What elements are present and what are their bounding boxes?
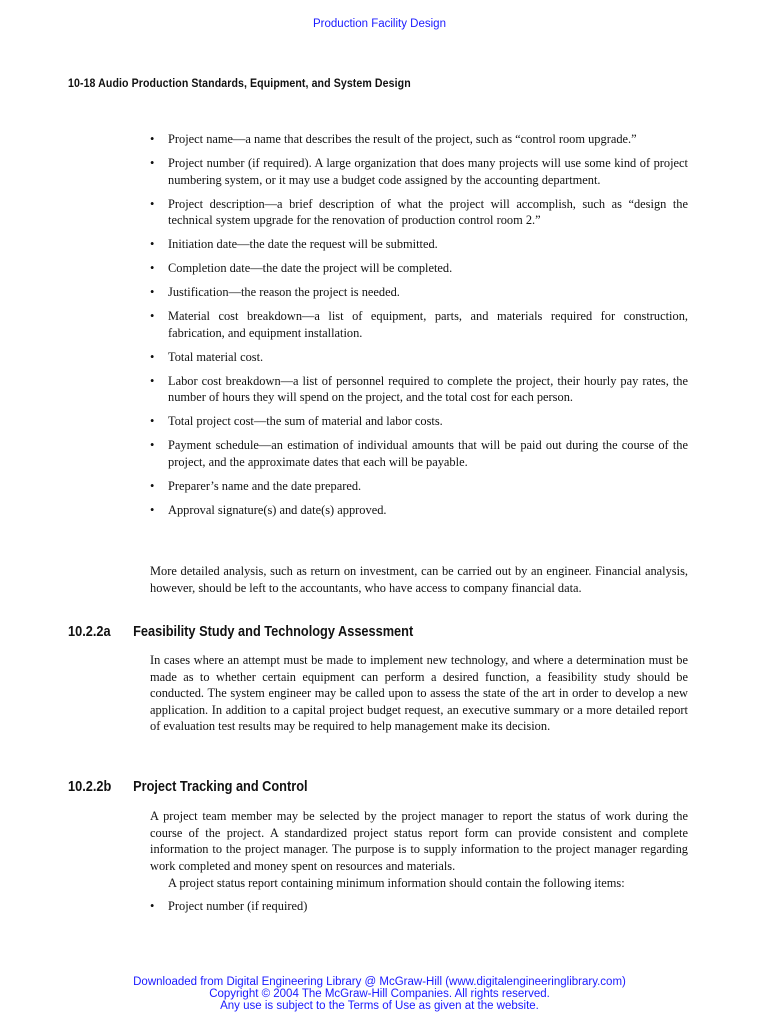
paragraph-feasibility: In cases where an attempt must be made to implement new technology, and where a determination must be made as to whether certain equipment can perform a desired function, a feasibility study should be conducted. The system engineer may be called upon to assess the state of the art in order to develop a new application. In addition to a capital project budget request, an executive summary or a more detailed report of evaluation test results may be required to help management make its decision. (150, 653, 688, 734)
list-item: • Completion date—the date the project will be completed. (150, 260, 688, 277)
paragraph-tracking: A project team member may be selected by the project manager to report the status of work during the course of the project. A standardized project status report form can provide consistent and complete information to the project manager. The purpose is to supply information to the project manager regarding work completed and money spent on resources and materials. (150, 809, 688, 873)
list-item: • Material cost breakdown—a list of equipment, parts, and materials required for construction, fabrication, and equipment installation. (150, 308, 688, 341)
list-item: • Project number (if required). A large organization that does many projects will use some kind of project numbering system, or it may use a budget code assigned by the accounting department. (150, 155, 688, 188)
bullet-list-requirements (150, 131, 688, 526)
list-item: • Project name—a name that describes the result of the project, such as “control room upgrade.” (150, 131, 688, 148)
bullet-list-status-items (150, 898, 688, 915)
footer-notice (0, 976, 759, 1012)
section-title: Project Tracking and Control (133, 779, 308, 795)
list-item: • Justification—the reason the project is needed. (150, 284, 688, 301)
section-number: 10.2.2b (68, 779, 112, 795)
list-item: • Payment schedule—an estimation of individual amounts that will be paid out during the course of the project, and the approximate dates that each will be payable. (150, 437, 688, 470)
list-item: • Total material cost. (150, 349, 688, 366)
section-heading-tracking (68, 779, 308, 795)
paragraph-analysis: More detailed analysis, such as return on investment, can be carried out by an engineer. Financial analysis, however, should be left to the accountants, who have access to company financial data. (150, 564, 688, 595)
footer-line-copyright: Copyright © 2004 The McGraw-Hill Companies. All rights reserved. (209, 988, 550, 1000)
footer-line-download[interactable]: Downloaded from Digital Engineering Library @ McGraw-Hill (www.digitalengineeringlibrary.com) (133, 976, 626, 988)
list-item: • Approval signature(s) and date(s) approved. (150, 502, 688, 519)
paragraph-tracking-items: A project status report containing minimum information should contain the following items: (168, 876, 625, 890)
list-item: • Project description—a brief description of what the project will accomplish, such as “design the technical system upgrade for the renovation of production control room 2.” (150, 196, 688, 229)
list-item: • Initiation date—the date the request will be submitted. (150, 236, 688, 253)
section-title: Feasibility Study and Technology Assessment (133, 624, 414, 640)
list-item: • Total project cost—the sum of material and labor costs. (150, 413, 688, 430)
running-head: 10-18 Audio Production Standards, Equipment, and System Design (68, 78, 411, 90)
list-item: • Preparer’s name and the date prepared. (150, 478, 688, 495)
section-number: 10.2.2a (68, 624, 111, 640)
list-item: • Project number (if required) (150, 898, 688, 915)
section-heading-feasibility (68, 624, 413, 640)
header-link[interactable]: Production Facility Design (313, 18, 446, 30)
footer-line-terms[interactable]: Any use is subject to the Terms of Use as given at the website. (220, 1000, 539, 1012)
list-item: • Labor cost breakdown—a list of personnel required to complete the project, their hourly pay rates, the number of hours they will spend on the project, and the total cost for each person. (150, 373, 688, 406)
